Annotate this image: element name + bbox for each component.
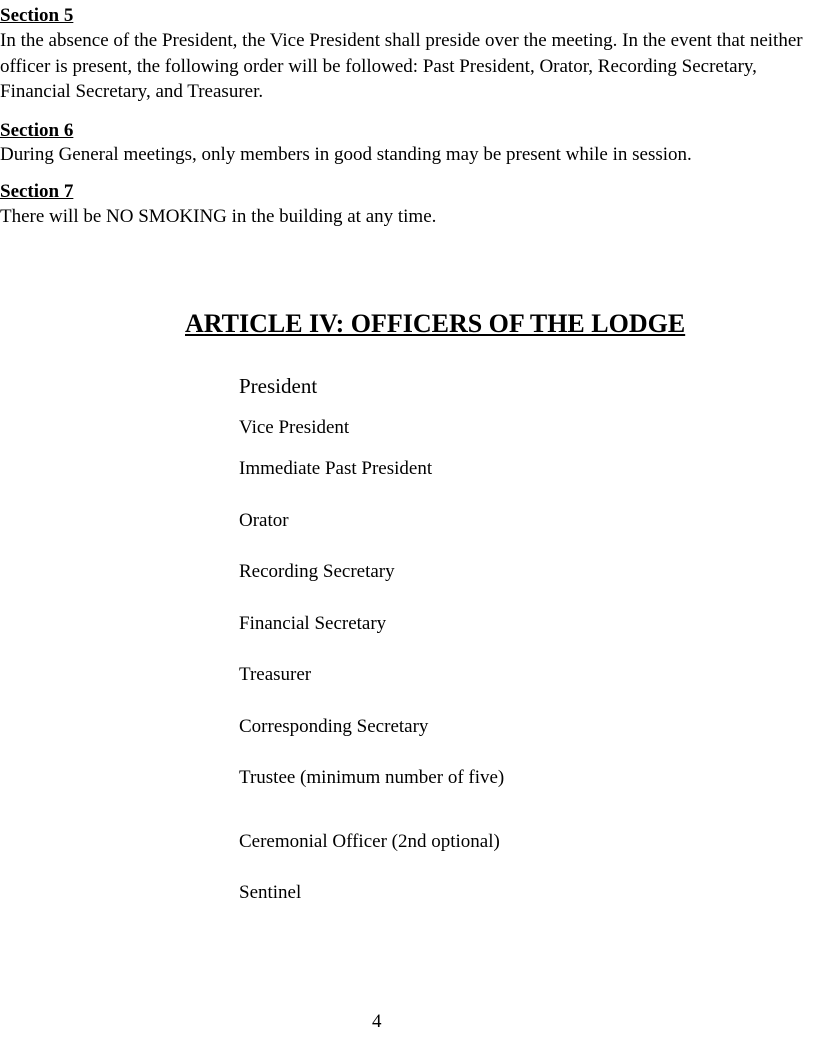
officer-item: Corresponding Secretary — [239, 716, 429, 737]
section-7-heading: Section 7 — [0, 181, 74, 202]
officer-item: Vice President — [239, 417, 350, 438]
officer-item: Ceremonial Officer (2nd optional) — [239, 831, 500, 852]
section-7-body: There will be NO SMOKING in the building at any time. — [0, 206, 437, 227]
officer-item: Treasurer — [239, 664, 312, 685]
officer-item: Financial Secretary — [239, 613, 387, 634]
officer-item: Immediate Past President — [239, 458, 433, 479]
article-title: ARTICLE IV: OFFICERS OF THE LODGE — [185, 309, 686, 338]
section-6-heading: Section 6 — [0, 120, 74, 141]
page-number: 4 — [372, 1011, 382, 1032]
officer-item: President — [239, 374, 318, 398]
section-5-body: In the absence of the President, the Vice President shall preside over the meeting. In the event that neither officer is present, the following order will be followed: Past President, Orator, Recording Secretary, Financial Secretary, and Treasurer. — [0, 30, 803, 102]
section-5-heading: Section 5 — [0, 5, 74, 26]
officer-item: Trustee (minimum number of five) — [239, 767, 505, 788]
officer-item: Recording Secretary — [239, 561, 395, 582]
officer-item: Sentinel — [239, 882, 302, 903]
section-6-body: During General meetings, only members in good standing may be present while in session. — [0, 144, 692, 165]
officer-item: Orator — [239, 510, 289, 531]
